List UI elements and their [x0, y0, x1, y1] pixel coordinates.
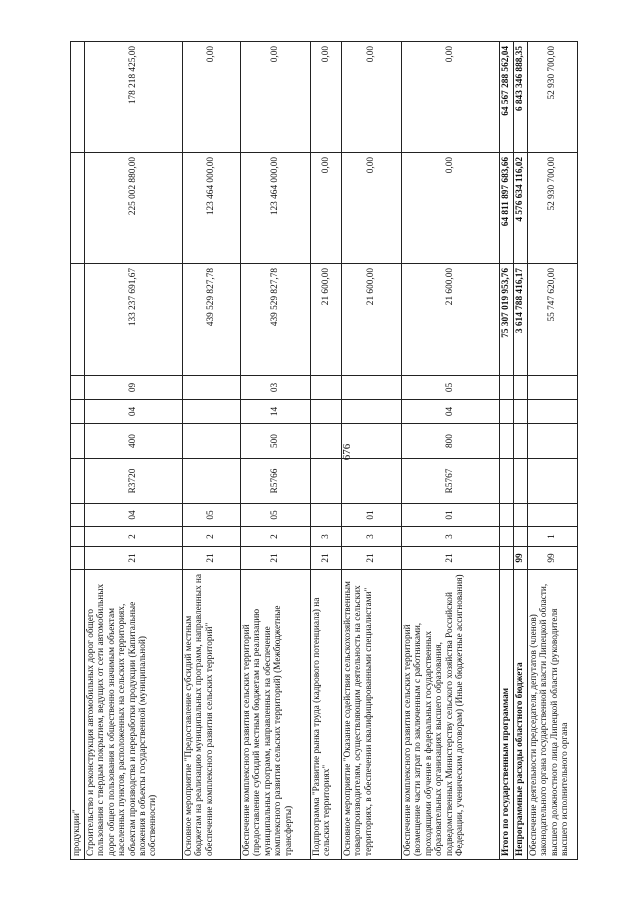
expense-type: 800 — [402, 424, 500, 459]
expense-type — [71, 424, 85, 459]
expense-type — [528, 424, 578, 459]
amount-year-1 — [71, 264, 85, 376]
amount-year-2: 123 464 000,00 — [183, 153, 241, 264]
amount-year-1: 55 747 620,00 — [528, 264, 578, 376]
amount-year-3 — [71, 42, 85, 153]
direction-code: R5766 — [241, 459, 311, 504]
budget-table — [70, 41, 578, 860]
section-code — [514, 400, 528, 424]
subprogram-code — [514, 527, 528, 547]
program-code: 21 — [241, 547, 311, 570]
subsection-code: 09 — [85, 376, 183, 400]
table-viewport — [70, 42, 571, 860]
activity-code — [71, 504, 85, 527]
direction-code — [500, 459, 514, 504]
expense-type — [342, 424, 402, 459]
subprogram-code: 3 — [311, 527, 342, 547]
amount-year-3: 52 930 700,00 — [528, 42, 578, 153]
table-row — [342, 42, 402, 860]
subprogram-code: 2 — [85, 527, 183, 547]
section-code: 04 — [85, 400, 183, 424]
activity-code — [514, 504, 528, 527]
amount-year-3: 6 843 346 888,35 — [514, 42, 528, 153]
amount-year-3: 0,00 — [402, 42, 500, 153]
amount-year-2: 64 811 897 683,66 — [500, 153, 514, 264]
amount-year-2: 0,00 — [311, 153, 342, 264]
subprogram-code: 3 — [342, 527, 402, 547]
section-code: 04 — [402, 400, 500, 424]
table-row — [500, 42, 514, 860]
amount-year-2: 225 002 880,00 — [85, 153, 183, 264]
row-name: Обеспечение деятельности председателя, депутатов (членов) законодательного органа государственной власти Липецкой области, высшего должностного лица Липецкой области (руководителя высшего исполнительного органа — [528, 570, 578, 860]
expense-type — [514, 424, 528, 459]
subprogram-code: 2 — [183, 527, 241, 547]
direction-code — [71, 459, 85, 504]
section-code — [71, 400, 85, 424]
rotated-table-container — [70, 42, 571, 860]
amount-year-1: 133 237 691,67 — [85, 264, 183, 376]
section-code — [500, 400, 514, 424]
row-name: Обеспечение комплексного развития сельских территорий (предоставление субсидий местным бюджетам на реализацию муниципальных программ, направленных на обеспечение комплексного развития сельских территорий) (Межбюджетные трансферты) — [241, 570, 311, 860]
amount-year-1: 439 529 827,78 — [241, 264, 311, 376]
subsection-code — [311, 376, 342, 400]
activity-code — [500, 504, 514, 527]
section-code — [311, 400, 342, 424]
program-code: 21 — [402, 547, 500, 570]
row-name: Подпрограмма "Развитие рынка труда (кадрового потенциала) на сельских территориях" — [311, 570, 342, 860]
program-code: 21 — [311, 547, 342, 570]
program-code — [71, 547, 85, 570]
amount-year-1: 21 600,00 — [402, 264, 500, 376]
activity-code: 05 — [183, 504, 241, 527]
expense-type: 500 — [241, 424, 311, 459]
amount-year-3: 178 218 425,00 — [85, 42, 183, 153]
amount-year-1: 3 614 788 416,17 — [514, 264, 528, 376]
activity-code — [311, 504, 342, 527]
expense-type: 400 — [85, 424, 183, 459]
direction-code: R5767 — [402, 459, 500, 504]
section-code — [528, 400, 578, 424]
expense-type — [500, 424, 514, 459]
direction-code — [342, 459, 402, 504]
activity-code: 01 — [402, 504, 500, 527]
section-code — [342, 400, 402, 424]
table-row — [528, 42, 578, 860]
direction-code: R3720 — [85, 459, 183, 504]
section-code: 14 — [241, 400, 311, 424]
section-code — [183, 400, 241, 424]
subsection-code — [528, 376, 578, 400]
amount-year-2: 0,00 — [342, 153, 402, 264]
table-row — [311, 42, 342, 860]
subsection-code — [71, 376, 85, 400]
table-row — [71, 42, 85, 860]
table-row — [402, 42, 500, 860]
activity-code — [528, 504, 578, 527]
page-number: 676 — [341, 443, 353, 461]
direction-code — [528, 459, 578, 504]
row-name: продукции" — [71, 570, 85, 860]
expense-type — [311, 424, 342, 459]
amount-year-1: 21 600,00 — [311, 264, 342, 376]
row-name: Строительство и реконструкция автомобильных дорог общего пользования с твердым покрытием, ведущих от сети автомобильных дорог общего пользования к общественно значимым объектам населенных пунктов, расположенных на сельских территориях, объектам производства и переработки продукции (Капитальные вложения в объекты государственной (муниципальной) собственности) — [85, 570, 183, 860]
subsection-code: 03 — [241, 376, 311, 400]
direction-code — [311, 459, 342, 504]
subsection-code — [342, 376, 402, 400]
row-name: Основное мероприятие "Предоставление субсидий местным бюджетам на реализацию муниципальных программ, направленных на обеспечение комплексного развития сельских территорий" — [183, 570, 241, 860]
amount-year-2 — [71, 153, 85, 264]
amount-year-1: 21 600,00 — [342, 264, 402, 376]
amount-year-1: 75 307 019 953,76 — [500, 264, 514, 376]
program-code: 21 — [342, 547, 402, 570]
subprogram-code — [500, 527, 514, 547]
table-row — [183, 42, 241, 860]
direction-code — [183, 459, 241, 504]
program-code: 21 — [183, 547, 241, 570]
activity-code: 04 — [85, 504, 183, 527]
row-name: Основное мероприятие "Оказание содействия сельскохозяйственным товаропроизводителям, осуществляющим деятельность на сельских территориях, в обеспечении квалифицированными специалистами" — [342, 570, 402, 860]
subsection-code — [514, 376, 528, 400]
amount-year-2: 123 464 000,00 — [241, 153, 311, 264]
subprogram-code — [71, 527, 85, 547]
subsection-code — [500, 376, 514, 400]
row-name: Обеспечение комплексного развития сельских территорий (возмещение части затрат по заключенным с работниками, проходящими обучение в федеральных государственных образовательных организациях высшего образования, подведомственных Министерству сельского хозяйства Российской Федерации, ученическим договорам) (Иные бюджетные ассигнования) — [402, 570, 500, 860]
program-code — [500, 547, 514, 570]
table-row — [85, 42, 183, 860]
activity-code: 01 — [342, 504, 402, 527]
amount-year-3: 0,00 — [342, 42, 402, 153]
expense-type — [183, 424, 241, 459]
table-body — [71, 42, 578, 860]
program-code: 21 — [85, 547, 183, 570]
amount-year-2: 4 576 634 116,02 — [514, 153, 528, 264]
table-row — [514, 42, 528, 860]
row-name: Итого по государственным программам — [500, 570, 514, 860]
amount-year-2: 0,00 — [402, 153, 500, 264]
row-name: Непрограммные расходы областного бюджета — [514, 570, 528, 860]
subsection-code: 05 — [402, 376, 500, 400]
program-code: 99 — [514, 547, 528, 570]
amount-year-2: 52 930 700,00 — [528, 153, 578, 264]
program-code: 99 — [528, 547, 578, 570]
table-row — [241, 42, 311, 860]
amount-year-3: 64 567 288 562,04 — [500, 42, 514, 153]
amount-year-3: 0,00 — [241, 42, 311, 153]
subprogram-code: 3 — [402, 527, 500, 547]
amount-year-3: 0,00 — [183, 42, 241, 153]
subprogram-code: 1 — [528, 527, 578, 547]
subsection-code — [183, 376, 241, 400]
subprogram-code: 2 — [241, 527, 311, 547]
amount-year-1: 439 529 827,78 — [183, 264, 241, 376]
direction-code — [514, 459, 528, 504]
amount-year-3: 0,00 — [311, 42, 342, 153]
activity-code: 05 — [241, 504, 311, 527]
